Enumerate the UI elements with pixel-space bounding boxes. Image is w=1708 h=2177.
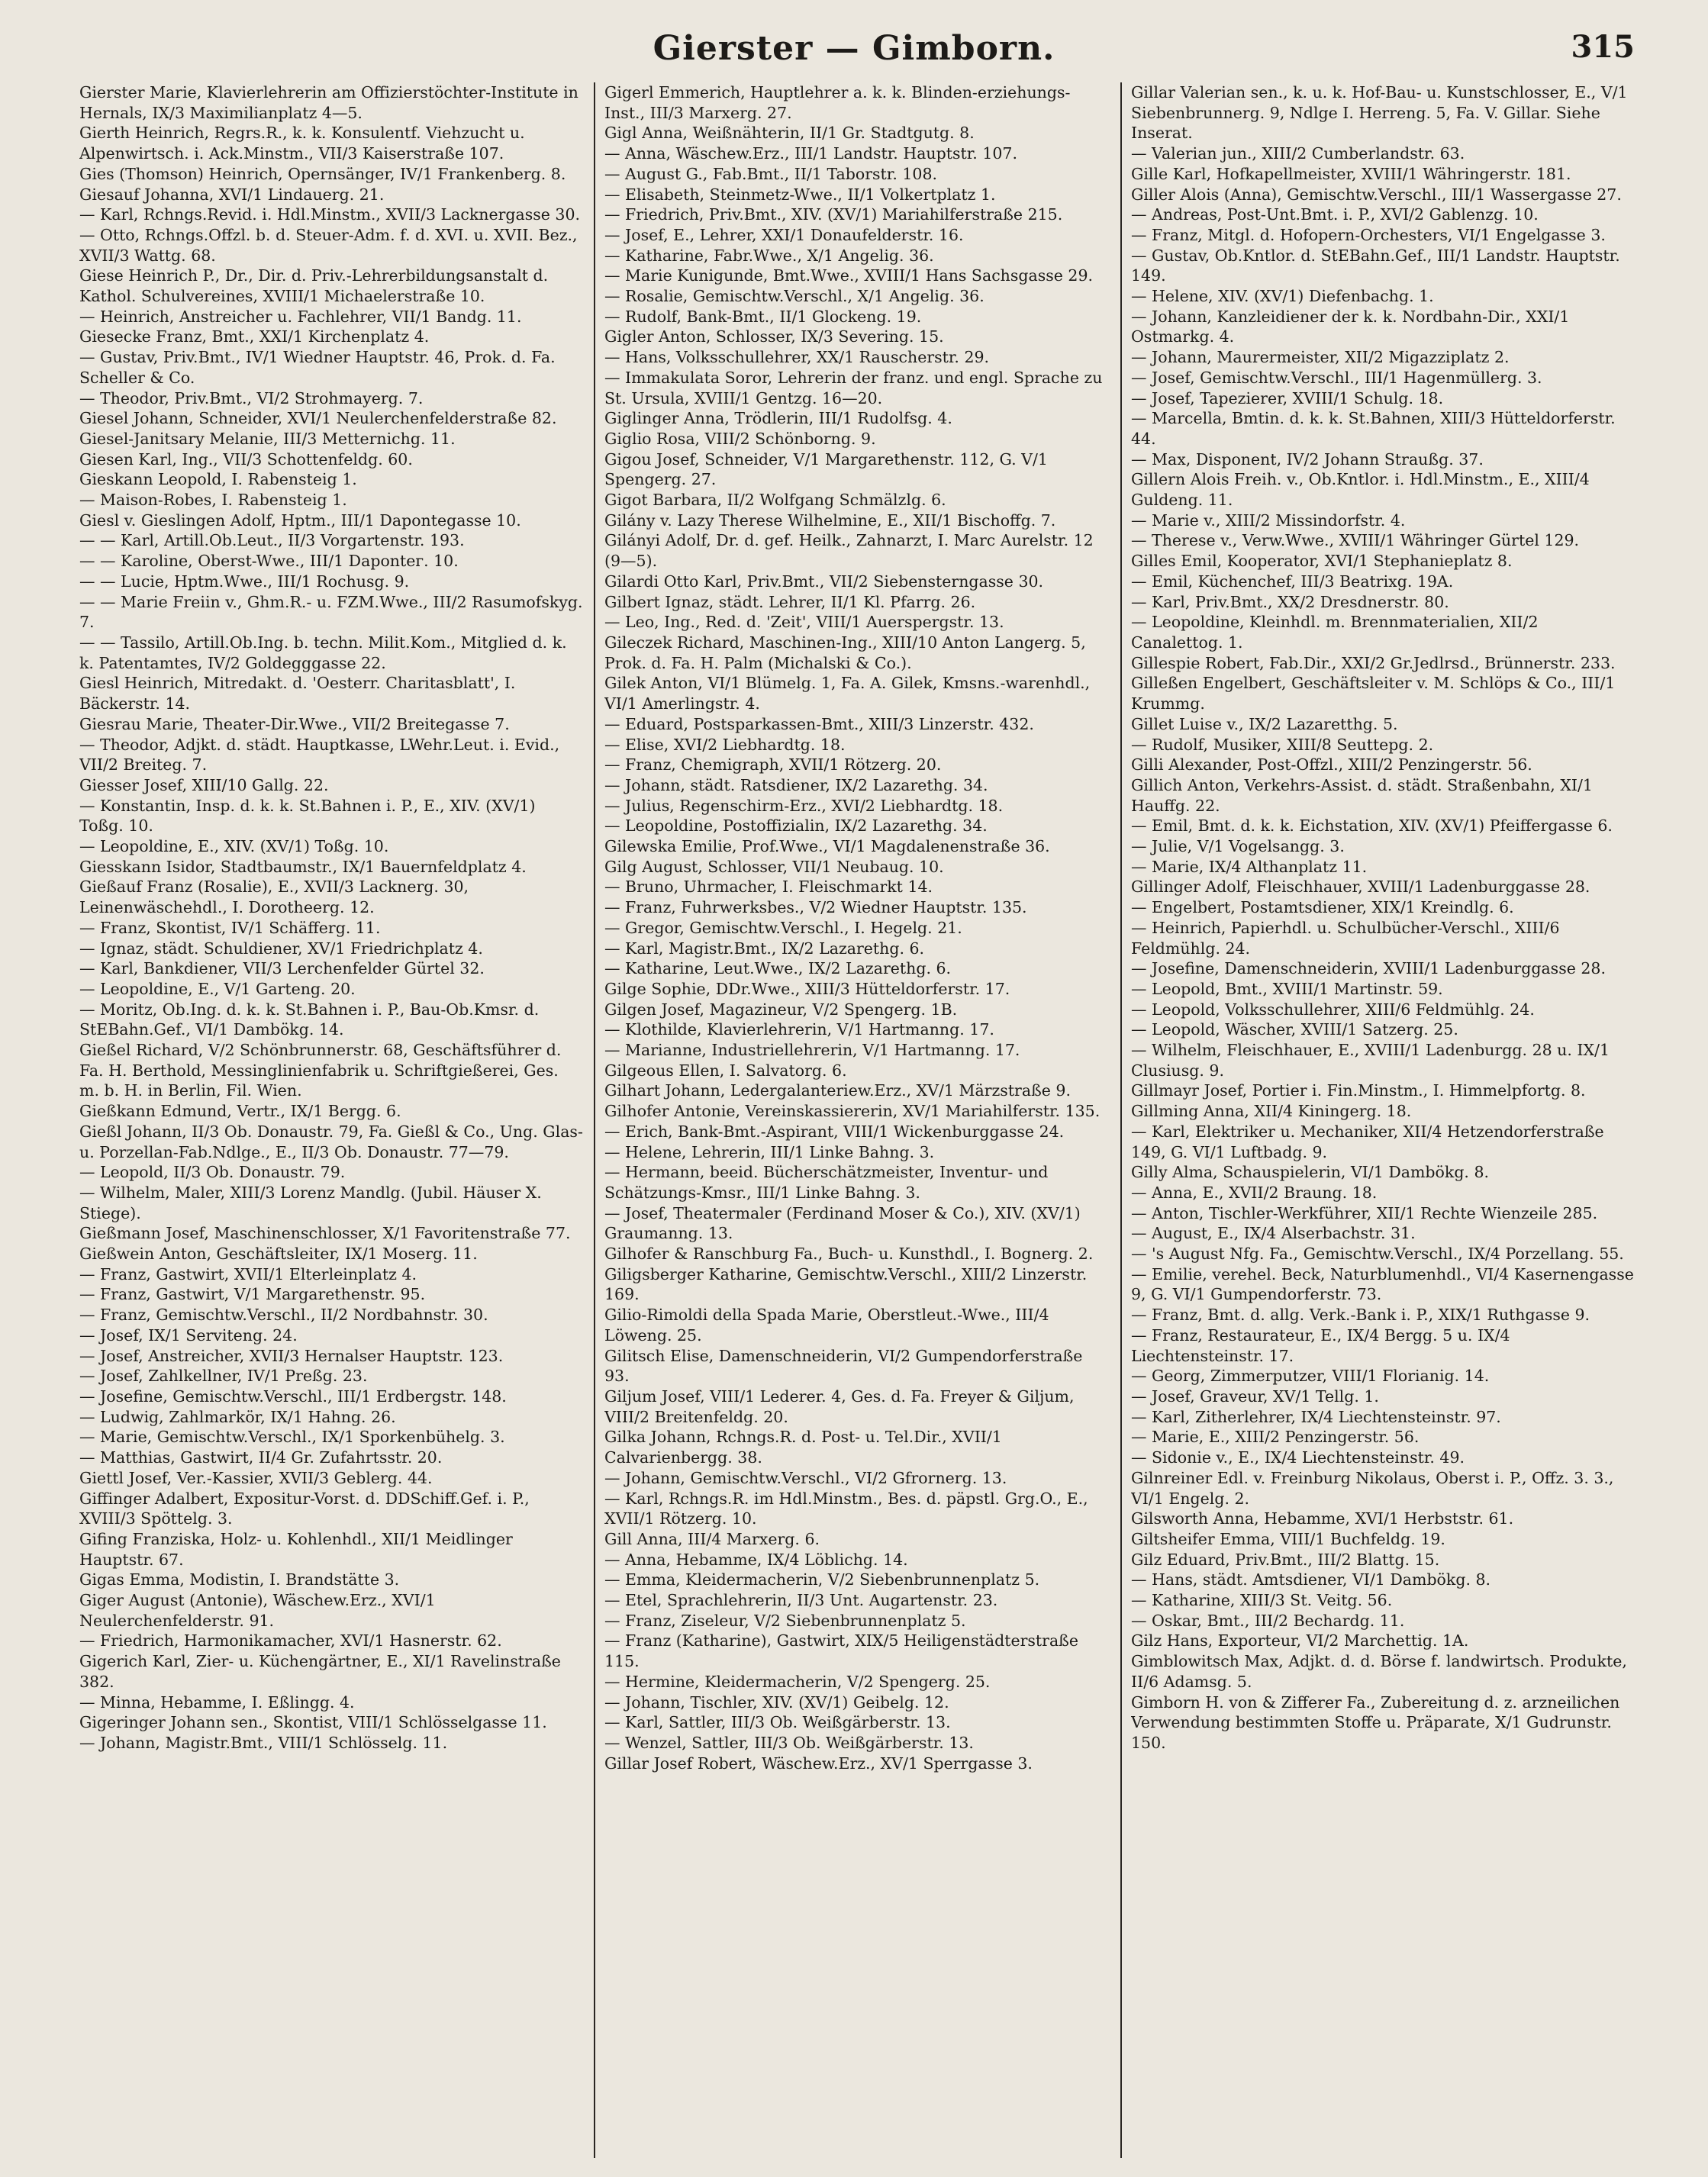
directory-entry: Gille Karl, Hofkapellmeister, XVIII/1 Währingerstr. 181. [1131, 164, 1571, 183]
directory-entry: — Leopoldine, Kleinhdl. m. Brennmaterialien, XII/2 Canalettog. 1. [1131, 613, 1539, 652]
directory-entry: Gimborn H. von & Zifferer Fa., Zubereitung d. z. arzneilichen Verwendung bestimmten Stoffe u. Präparate, X/1 Gudrunstr. 150. [1131, 1692, 1620, 1752]
directory-entry: Gifing Franziska, Holz- u. Kohlenhdl., XII/1 Meidlinger Hauptstr. 67. [79, 1529, 513, 1569]
directory-entry: — 's August Nfg. Fa., Gemischtw.Verschl., IX/4 Porzellang. 55. [1131, 1245, 1624, 1264]
directory-entry: Gilány v. Lazy Therese Wilhelmine, E., XII/1 Bischoffg. 7. [604, 510, 1056, 530]
directory-entry: — Karl, Rchngs.R. im Hdl.Minstm., Bes. d. päpstl. Grg.O., E., XVII/1 Rötzerg. 10. [604, 1489, 1088, 1528]
directory-entry: — Karl, Magistr.Bmt., IX/2 Lazarethg. 6. [604, 939, 925, 958]
directory-entry: Gigerich Karl, Zier- u. Küchengärtner, E., XI/1 Ravelinstraße 382. [79, 1652, 561, 1691]
directory-entry: Gilg August, Schlosser, VII/1 Neubaug. 10. [604, 857, 944, 876]
directory-entry: — Josefine, Gemischtw.Verschl., III/1 Erdbergstr. 148. [79, 1387, 507, 1406]
column-divider [594, 82, 595, 2158]
directory-entry: — Katharine, XIII/3 St. Veitg. 56. [1131, 1591, 1393, 1610]
directory-entry: Gimblowitsch Max, Adjkt. d. d. Börse f. landwirtsch. Produkte, II/6 Adamsg. 5. [1131, 1652, 1627, 1691]
directory-entry: — Karl, Zitherlehrer, IX/4 Liechtensteinstr. 97. [1131, 1407, 1501, 1426]
directory-entry: — Johann, Magistr.Bmt., VIII/1 Schlösselg. 11. [79, 1733, 448, 1752]
directory-entry: Gillar Josef Robert, Wäschew.Erz., XV/1 Sperrgasse 3. [604, 1754, 1033, 1773]
directory-entry: — Karl, Elektriker u. Mechaniker, XII/4 Hetzendorferstraße 149, G. VI/1 Luftbadg. 9. [1131, 1122, 1604, 1161]
directory-entry: Gilbert Ignaz, städt. Lehrer, II/1 Kl. Pfarrg. 26. [604, 592, 976, 611]
directory-entry: Gilio-Rimoldi della Spada Marie, Oberstleut.-Wwe., III/4 Löweng. 25. [604, 1306, 1049, 1345]
directory-entry: Gießel Richard, V/2 Schönbrunnerstr. 68, Geschäftsführer d. Fa. H. Berthold, Messinglinienfabrik u. Schriftgießerei, Ges. m. b. H. in Berlin, Fil. Wien. [79, 1041, 562, 1100]
directory-entry: — Leopoldine, Postoffizialin, IX/2 Lazarethg. 34. [604, 816, 988, 836]
directory-entry: — Therese v., Verw.Wwe., XVIII/1 Währinger Gürtel 129. [1131, 531, 1580, 550]
directory-entry: Gilsworth Anna, Hebamme, XVI/1 Herbststr. 61. [1131, 1509, 1514, 1528]
directory-entry: — Josef, Gemischtw.Verschl., III/1 Hagenmüllerg. 3. [1131, 368, 1542, 387]
directory-entry: — Moritz, Ob.Ing. d. k. k. St.Bahnen i. P., Bau-Ob.Kmsr. d. StEBahn.Gef., VI/1 Dambökg. 14. [79, 1000, 540, 1039]
directory-entry: Giesskann Isidor, Stadtbaumstr., IX/1 Bauernfeldplatz 4. [79, 857, 527, 876]
directory-entry: Gigler Anton, Schlosser, IX/3 Severing. 15. [604, 327, 944, 346]
directory-entry: — Otto, Rchngs.Offzl. b. d. Steuer-Adm. f. d. XVI. u. XVII. Bez., XVII/3 Wattg. 68. [79, 225, 578, 265]
column-divider [1120, 82, 1122, 2158]
directory-entry: — Johann, städt. Ratsdiener, IX/2 Lazarethg. 34. [604, 775, 988, 794]
directory-entry: Gierster Marie, Klavierlehrerin am Offizierstöchter-Institute in Hernals, IX/3 Maximilianplatz 4—5. [79, 83, 578, 122]
directory-entry: — Elisabeth, Steinmetz-Wwe., II/1 Volkertplatz 1. [604, 185, 996, 204]
directory-entry: — Andreas, Post-Unt.Bmt. i. P., XVI/2 Gablenzg. 10. [1131, 205, 1539, 224]
directory-entry: — Marie, IX/4 Althanplatz 11. [1131, 857, 1368, 876]
directory-entry: — Leo, Ing., Red. d. 'Zeit', VIII/1 Auerspergstr. 13. [604, 613, 1004, 632]
directory-entry: — Maison-Robes, I. Rabensteig 1. [79, 491, 347, 510]
directory-entry: — Johann, Gemischtw.Verschl., VI/2 Gfrornerg. 13. [604, 1468, 1007, 1487]
directory-entry: Gießauf Franz (Rosalie), E., XVII/3 Lacknerg. 30, Leinenwäschehdl., I. Dorotheerg. 12. [79, 878, 469, 917]
directory-entry: — Franz (Katharine), Gastwirt, XIX/5 Heiligenstädterstraße 115. [604, 1631, 1078, 1671]
directory-entry: — Max, Disponent, IV/2 Johann Straußg. 37. [1131, 449, 1484, 469]
directory-entry: Gilnreiner Edl. v. Freinburg Nikolaus, Oberst i. P., Offz. 3. 3., VI/1 Engelg. 2. [1131, 1468, 1614, 1508]
directory-entry: Gilek Anton, VI/1 Blümelg. 1, Fa. A. Gilek, Kmsns.-warenhdl., VI/1 Amerlingstr. 4. [604, 674, 1091, 713]
page-number: 315 [1571, 29, 1635, 65]
directory-entry: — Franz, Chemigraph, XVII/1 Rötzerg. 20. [604, 755, 942, 775]
directory-entry: — Anton, Tischler-Werkführer, XII/1 Rechte Wienzeile 285. [1131, 1203, 1598, 1222]
directory-entry: — Minna, Hebamme, I. Eßlingg. 4. [79, 1692, 355, 1712]
directory-entry: Gilardi Otto Karl, Priv.Bmt., VII/2 Siebensterngasse 30. [604, 572, 1044, 591]
directory-entry: Gillinger Adolf, Fleischhauer, XVIII/1 Ladenburggasse 28. [1131, 878, 1590, 897]
directory-entry: — Heinrich, Papierhdl. u. Schulbücher-Verschl., XIII/6 Feldmühlg. 24. [1131, 918, 1560, 958]
directory-entry: — Engelbert, Postamtsdiener, XIX/1 Kreindlg. 6. [1131, 898, 1514, 917]
directory-entry: — Marianne, Industriellehrerin, V/1 Hartmanng. 17. [604, 1041, 1020, 1060]
directory-entry: — Klothilde, Klavierlehrerin, V/1 Hartmanng. 17. [604, 1020, 994, 1039]
directory-entry: — Ignaz, städt. Schuldiener, XV/1 Friedrichplatz 4. [79, 939, 483, 958]
directory-entry: — Helene, Lehrerin, III/1 Linke Bahng. 3. [604, 1142, 935, 1161]
directory-entry: Gilles Emil, Kooperator, XVI/1 Stephanieplatz 8. [1131, 552, 1513, 571]
directory-entry: — — Karl, Artill.Ob.Leut., II/3 Vorgartenstr. 193. [79, 531, 465, 550]
directory-entry: — Matthias, Gastwirt, II/4 Gr. Zufahrtsstr. 20. [79, 1448, 443, 1467]
directory-entry: — Immakulata Soror, Lehrerin der franz. und engl. Sprache zu St. Ursula, XVIII/1 Gentzg. 16—20. [604, 368, 1103, 407]
directory-entry: Gill Anna, III/4 Marxerg. 6. [604, 1529, 820, 1548]
directory-entry: — Konstantin, Insp. d. k. k. St.Bahnen i. P., E., XIV. (XV/1) Toßg. 10. [79, 796, 536, 836]
directory-entry: Giesen Karl, Ing., VII/3 Schottenfeldg. 60. [79, 449, 413, 469]
directory-entry: Gilhofer Antonie, Vereinskassiererin, XV/1 Mariahilferstr. 135. [604, 1102, 1101, 1121]
directory-entry: Giesl Heinrich, Mitredakt. d. 'Oesterr. Charitasblatt', I. Bäckerstr. 14. [79, 674, 516, 713]
directory-entry: Giller Alois (Anna), Gemischtw.Verschl., III/1 Wassergasse 27. [1131, 185, 1622, 204]
directory-entry: — Franz, Mitgl. d. Hofopern-Orchesters, VI/1 Engelgasse 3. [1131, 225, 1606, 244]
directory-entry: Giesser Josef, XIII/10 Gallg. 22. [79, 775, 329, 794]
directory-entry: — Leopold, Bmt., XVIII/1 Martinstr. 59. [1131, 979, 1443, 998]
directory-entry: — Hermine, Kleidermacherin, V/2 Spengerg. 25. [604, 1672, 991, 1691]
directory-entry: Gileczek Richard, Maschinen-Ing., XIII/10 Anton Langerg. 5, Prok. d. Fa. H. Palm (Michalski & Co.). [604, 633, 1086, 672]
directory-entry: — Emil, Küchenchef, III/3 Beatrixg. 19A. [1131, 572, 1454, 591]
directory-entry: — Gustav, Ob.Kntlor. d. StEBahn.Gef., III/1 Landstr. Hauptstr. 149. [1131, 246, 1620, 285]
directory-entry: Gilgeous Ellen, I. Salvatorg. 6. [604, 1061, 847, 1080]
directory-columns [79, 82, 1642, 2158]
directory-entry: — Johann, Kanzleidiener der k. k. Nordbahn-Dir., XXI/1 Ostmarkg. 4. [1131, 307, 1570, 346]
directory-entry: Giesauf Johanna, XVI/1 Lindauerg. 21. [79, 185, 385, 204]
directory-entry: — Marie Kunigunde, Bmt.Wwe., XVIII/1 Hans Sachsgasse 29. [604, 266, 1094, 285]
directory-entry: Gies (Thomson) Heinrich, Opernsänger, IV/1 Frankenberg. 8. [79, 164, 566, 183]
directory-entry: — Helene, XIV. (XV/1) Diefenbachg. 1. [1131, 287, 1434, 306]
directory-entry: — Johann, Maurermeister, XII/2 Migazziplatz 2. [1131, 348, 1510, 367]
directory-entry: — Franz, Gastwirt, XVII/1 Elterleinplatz 4. [79, 1264, 417, 1283]
directory-entry: — Valerian jun., XIII/2 Cumberlandstr. 63. [1131, 144, 1465, 163]
directory-entry: Giesl v. Gieslingen Adolf, Hptm., III/1 Dapontegasse 10. [79, 510, 521, 530]
directory-entry: Gilleßen Engelbert, Geschäftsleiter v. M. Schlöps & Co., III/1 Krummg. [1131, 674, 1616, 713]
directory-entry: Gilhart Johann, Ledergalanteriew.Erz., XV/1 Märzstraße 9. [604, 1081, 1071, 1100]
directory-entry: — Gustav, Priv.Bmt., IV/1 Wiedner Hauptstr. 46, Prok. d. Fa. Scheller & Co. [79, 348, 556, 387]
directory-entry: Gilitsch Elise, Damenschneiderin, VI/2 Gumpendorferstraße 93. [604, 1346, 1083, 1386]
directory-entry: — Friedrich, Priv.Bmt., XIV. (XV/1) Mariahilferstraße 215. [604, 205, 1063, 224]
directory-entry: — Friedrich, Harmonikamacher, XVI/1 Hasnerstr. 62. [79, 1631, 502, 1650]
directory-entry: — Heinrich, Anstreicher u. Fachlehrer, VII/1 Bandg. 11. [79, 307, 522, 326]
directory-entry: Giesrau Marie, Theater-Dir.Wwe., VII/2 Breitegasse 7. [79, 714, 510, 733]
directory-entry: Giesecke Franz, Bmt., XXI/1 Kirchenplatz 4. [79, 327, 430, 346]
directory-entry: — Rudolf, Musiker, XIII/8 Seuttерg. 2. [1131, 735, 1434, 754]
directory-entry: — Hermann, beeid. Bücherschätzmeister, Inventur- und Schätzungs-Kmsr., III/1 Linke Bahng. 3. [604, 1163, 1049, 1202]
directory-entry: Gilka Johann, Rchngs.R. d. Post- u. Tel.Dir., XVII/1 Calvarienbergg. 38. [604, 1428, 1002, 1467]
directory-entry: — Sidonie v., E., IX/4 Liechtensteinstr. 49. [1131, 1448, 1465, 1467]
directory-entry: — Josef, E., Lehrer, XXI/1 Donaufelderstr. 16. [604, 225, 964, 244]
directory-entry: Gilly Alma, Schauspielerin, VI/1 Dambökg. 8. [1131, 1163, 1490, 1182]
directory-entry: — Josef, Graveur, XV/1 Tellg. 1. [1131, 1387, 1379, 1406]
directory-entry: — Anna, E., XVII/2 Braung. 18. [1131, 1183, 1378, 1202]
directory-entry: — Wilhelm, Maler, XIII/3 Lorenz Mandlg. (Jubil. Häuser X. Stiege). [79, 1183, 542, 1222]
directory-entry: — Emma, Kleidermacherin, V/2 Siebenbrunnenplatz 5. [604, 1570, 1040, 1589]
directory-entry: — Leopoldine, E., XIV. (XV/1) Toßg. 10. [79, 837, 389, 856]
directory-entry: — Leopoldine, E., V/1 Garteng. 20. [79, 979, 356, 998]
directory-entry: — Leopold, Wäscher, XVIII/1 Satzerg. 25. [1131, 1020, 1458, 1039]
directory-entry: Gilge Sophie, DDr.Wwe., XIII/3 Hütteldorferstr. 17. [604, 979, 1010, 998]
directory-entry: Giljum Josef, VIII/1 Lederer. 4, Ges. d. Fa. Freyer & Giljum, VIII/2 Breitenfeldg. 20. [604, 1387, 1075, 1426]
directory-entry: — Katharine, Leut.Wwe., IX/2 Lazarethg. 6. [604, 959, 952, 978]
directory-entry: — Karl, Rchngs.Revid. i. Hdl.Minstm., XVII/3 Lacknergasse 30. [79, 205, 581, 224]
directory-entry: — Leopold, II/3 Ob. Donaustr. 79. [79, 1163, 346, 1182]
directory-entry: — Emilie, verehel. Beck, Naturblumenhdl., VI/4 Kasernengasse 9, G. VI/1 Gumpendorferstr. 73. [1131, 1264, 1634, 1304]
directory-entry: — Julie, V/1 Vogelsangg. 3. [1131, 837, 1345, 856]
directory-entry: Gillet Luise v., IX/2 Lazaretthg. 5. [1131, 714, 1398, 733]
directory-entry: — Josef, Zahlkellner, IV/1 Preßg. 23. [79, 1367, 368, 1386]
directory-entry: Gilhofer & Ranschburg Fa., Buch- u. Kunsthdl., I. Bognerg. 2. [604, 1245, 1094, 1264]
directory-entry: — Karl, Sattler, III/3 Ob. Weißgärberstr. 13. [604, 1713, 951, 1732]
directory-entry: — Etel, Sprachlehrerin, II/3 Unt. Augartenstr. 23. [604, 1591, 998, 1610]
directory-entry: — Leopold, Volksschullehrer, XIII/6 Feldmühlg. 24. [1131, 1000, 1535, 1019]
directory-entry: — Anna, Hebamme, IX/4 Löblichg. 14. [604, 1550, 908, 1569]
page-header [0, 23, 1708, 76]
directory-entry: Gießl Johann, II/3 Ob. Donaustr. 79, Fa. Gießl & Co., Ung. Glas- u. Porzellan-Fab.Ndlge., E., II/3 Ob. Donaustr. 77—79. [79, 1122, 583, 1161]
directory-entry: Gießwein Anton, Geschäftsleiter, IX/1 Moserg. 11. [79, 1245, 478, 1264]
directory-entry: — Bruno, Uhrmacher, I. Fleischmarkt 14. [604, 878, 933, 897]
directory-entry: — Gregor, Gemischtw.Verschl., I. Hegelg. 21. [604, 918, 962, 937]
directory-entry: — Marie, Gemischtw.Verschl., IX/1 Sporkenbühelg. 3. [79, 1428, 505, 1447]
directory-entry: Gillming Anna, XII/4 Kiningerg. 18. [1131, 1102, 1412, 1121]
directory-entry: — Wenzel, Sattler, III/3 Ob. Weißgärberstr. 13. [604, 1733, 974, 1752]
directory-entry: Giger August (Antonie), Wäschew.Erz., XVI/1 Neulerchenfelderstr. 91. [79, 1591, 436, 1630]
directory-entry: — Franz, Restaurateur, E., IX/4 Bergg. 5 u. IX/4 Liechtensteinstr. 17. [1131, 1325, 1510, 1365]
directory-entry: — Emil, Bmt. d. k. k. Eichstation, XIV. (XV/1) Pfeiffergasse 6. [1131, 816, 1613, 836]
directory-entry: Giglinger Anna, Trödlerin, III/1 Rudolfsg. 4. [604, 409, 952, 428]
directory-entry: — Franz, Ziseleur, V/2 Siebenbrunnenplatz 5. [604, 1611, 966, 1630]
directory-entry: — Theodor, Priv.Bmt., VI/2 Strohmayerg. 7. [79, 388, 424, 407]
directory-entry: — Elise, XVI/2 Liebhardtg. 18. [604, 735, 846, 754]
directory-entry: — Julius, Regenschirm-Erz., XVI/2 Liebhardtg. 18. [604, 796, 1004, 815]
directory-entry: Gigou Josef, Schneider, V/1 Margarethenstr. 112, G. V/1 Spengerg. 27. [604, 449, 1048, 489]
directory-entry: Gieskann Leopold, I. Rabensteig 1. [79, 470, 357, 489]
directory-entry: Giglio Rosa, VIII/2 Schönborng. 9. [604, 429, 876, 448]
directory-entry: Gilz Eduard, Priv.Bmt., III/2 Blattg. 15. [1131, 1550, 1440, 1569]
directory-entry: — Marie, E., XIII/2 Penzingerstr. 56. [1131, 1428, 1420, 1447]
directory-entry: — Theodor, Adjkt. d. städt. Hauptkasse, LWehr.Leut. i. Evid., VII/2 Breiteg. 7. [79, 735, 560, 775]
directory-entry: Gillern Alois Freih. v., Ob.Kntlor. i. Hdl.Minstm., E., XIII/4 Guldeng. 11. [1131, 470, 1590, 510]
directory-entry: Gillich Anton, Verkehrs-Assist. d. städt. Straßenbahn, XI/1 Hauffg. 22. [1131, 775, 1593, 815]
directory-entry: Gigas Emma, Modistin, I. Brandstätte 3. [79, 1570, 400, 1589]
directory-entry: — Johann, Tischler, XIV. (XV/1) Geibelg. 12. [604, 1692, 949, 1712]
directory-entry: Giligsberger Katharine, Gemischtw.Verschl., XIII/2 Linzerstr. 169. [604, 1264, 1088, 1304]
directory-entry: — Josef, Theatermaler (Ferdinand Moser & Co.), XIV. (XV/1) Graumanng. 13. [604, 1203, 1081, 1243]
directory-entry: — Karl, Priv.Bmt., XX/2 Dresdnerstr. 80. [1131, 592, 1449, 611]
directory-entry: Gillar Valerian sen., k. u. k. Hof-Bau- u. Kunstschlosser, E., V/1 Siebenbrunnerg. 9, Ndlge I. Herreng. 5, Fa. V. Gillar. Siehe Inserat. [1131, 83, 1628, 143]
directory-entry: Gillmayr Josef, Portier i. Fin.Minstm., I. Himmelpfortg. 8. [1131, 1081, 1586, 1100]
directory-entry: — — Marie Freiin v., Ghm.R.- u. FZM.Wwe., III/2 Rasumofskyg. 7. [79, 592, 583, 632]
directory-entry: — Franz, Fuhrwerksbes., V/2 Wiedner Hauptstr. 135. [604, 898, 1027, 917]
directory-entry: — Franz, Bmt. d. allg. Verk.-Bank i. P., XIX/1 Ruthgasse 9. [1131, 1306, 1590, 1325]
directory-entry: — Georg, Zimmerputzer, VIII/1 Florianig. 14. [1131, 1367, 1490, 1386]
directory-entry: — Erich, Bank-Bmt.-Aspirant, VIII/1 Wickenburggasse 24. [604, 1122, 1065, 1141]
directory-entry: Gigl Anna, Weißnähterin, II/1 Gr. Stadtgutg. 8. [604, 124, 975, 143]
directory-entry: — Karl, Bankdiener, VII/3 Lerchenfelder Gürtel 32. [79, 959, 485, 978]
directory-entry: — Anna, Wäschew.Erz., III/1 Landstr. Hauptstr. 107. [604, 144, 1017, 163]
directory-entry: Gillespie Robert, Fab.Dir., XXI/2 Gr.Jedlrsd., Brünnerstr. 233. [1131, 653, 1616, 672]
page-title: Gierster — Gimborn. [653, 29, 1055, 68]
directory-entry: — Hans, Volksschullehrer, XX/1 Rauscherstr. 29. [604, 348, 990, 367]
directory-entry: Gigeringer Johann sen., Skontist, VIII/1 Schlösselgasse 11. [79, 1713, 547, 1732]
directory-entry: — Ludwig, Zahlmarkör, IX/1 Hahng. 26. [79, 1407, 396, 1426]
directory-entry: Gilgen Josef, Magazineur, V/2 Spengerg. 1B. [604, 1000, 958, 1019]
column-2 [604, 82, 1108, 2158]
directory-entry: Giese Heinrich P., Dr., Dir. d. Priv.-Lehrerbildungsanstalt d. Kathol. Schulvereines, XVIII/1 Michaelerstraße 10. [79, 266, 549, 306]
directory-entry: — Hans, städt. Amtsdiener, VI/1 Dambökg. 8. [1131, 1570, 1491, 1589]
directory-entry: — Wilhelm, Fleischhauer, E., XVIII/1 Ladenburgg. 28 u. IX/1 Clusiusg. 9. [1131, 1041, 1610, 1080]
directory-entry: — — Karoline, Oberst-Wwe., III/1 Dapontег. 10. [79, 552, 459, 571]
directory-entry: Gießmann Josef, Maschinenschlosser, X/1 Favoritenstraße 77. [79, 1224, 571, 1243]
directory-entry: — — Tassilo, Artill.Ob.Ing. b. techn. Milit.Kom., Mitglied d. k. k. Patentamtes, IV/2 Goldegggasse 22. [79, 633, 567, 672]
directory-entry: — Franz, Skontist, IV/1 Schäfferg. 11. [79, 918, 381, 937]
directory-entry: — Katharine, Fabr.Wwe., X/1 Angelig. 36. [604, 246, 934, 265]
directory-entry: Giltsheifer Emma, VIII/1 Buchfeldg. 19. [1131, 1529, 1445, 1548]
directory-entry: Giettl Josef, Ver.-Kassier, XVII/3 Geblerg. 44. [79, 1468, 433, 1487]
column-1 [79, 82, 583, 2158]
directory-entry: Gigerl Emmerich, Hauptlehrer a. k. k. Blinden-erziehungs-Inst., III/3 Marxerg. 27. [604, 83, 1071, 122]
directory-entry: — Josefine, Damenschneiderin, XVIII/1 Ladenburggasse 28. [1131, 959, 1606, 978]
directory-entry: — Marcella, Bmtin. d. k. k. St.Bahnen, XIII/3 Hütteldorferstr. 44. [1131, 409, 1616, 448]
directory-entry: — Franz, Gemischtw.Verschl., II/2 Nordbahnstr. 30. [79, 1306, 488, 1325]
directory-entry: — — Lucie, Hptm.Wwe., III/1 Rochusg. 9. [79, 572, 410, 591]
directory-entry: Gilli Alexander, Post-Offzl., XIII/2 Penzingerstr. 56. [1131, 755, 1532, 775]
directory-entry: Giesel-Janitsary Melanie, III/3 Metternichg. 11. [79, 429, 456, 448]
directory-entry: — Rudolf, Bank-Bmt., II/1 Glockeng. 19. [604, 307, 922, 326]
directory-entry: — Oskar, Bmt., III/2 Bechardg. 11. [1131, 1611, 1405, 1630]
directory-entry: Gießkann Edmund, Vertr., IX/1 Bergg. 6. [79, 1102, 401, 1121]
directory-entry: — Josef, IX/1 Serviteng. 24. [79, 1325, 298, 1345]
directory-entry: Gilányi Adolf, Dr. d. gef. Heilk., Zahnarzt, I. Marc Aurelstr. 12 (9—5). [604, 531, 1094, 571]
directory-entry: Gilz Hans, Exporteur, VI/2 Marchettig. 1A. [1131, 1631, 1469, 1650]
directory-entry: — August G., Fab.Bmt., II/1 Taborstr. 108. [604, 164, 938, 183]
directory-entry: — Rosalie, Gemischtw.Verschl., X/1 Angelig. 36. [604, 287, 985, 306]
directory-entry: — Eduard, Postsparkassen-Bmt., XIII/3 Linzerstr. 432. [604, 714, 1034, 733]
directory-entry: — Josef, Tapezierer, XVIII/1 Schulg. 18. [1131, 388, 1444, 407]
directory-entry: Giesel Johann, Schneider, XVI/1 Neulerchenfelderstraße 82. [79, 409, 557, 428]
directory-entry: Giffinger Adalbert, Expositur-Vorst. d. DDSchiff.Gef. i. P., XVIII/3 Spöttelg. 3. [79, 1489, 530, 1528]
directory-entry: — Marie v., XIII/2 Missindorfstr. 4. [1131, 510, 1406, 530]
directory-entry: — Josef, Anstreicher, XVII/3 Hernalser Hauptstr. 123. [79, 1346, 504, 1365]
directory-entry: Gilewska Emilie, Prof.Wwe., VI/1 Magdalenenstraße 36. [604, 837, 1050, 856]
directory-entry: Gierth Heinrich, Regrs.R., k. k. Konsulentf. Viehzucht u. Alpenwirtsch. i. Ack.Minstm., VII/3 Kaiserstraße 107. [79, 124, 525, 163]
column-3 [1131, 82, 1635, 2158]
directory-entry: Gigot Barbara, II/2 Wolfgang Schmälzlg. 6. [604, 491, 946, 510]
directory-entry: — August, E., IX/4 Alserbachstr. 31. [1131, 1224, 1416, 1243]
directory-entry: — Franz, Gastwirt, V/1 Margarethenstr. 95. [79, 1285, 426, 1304]
